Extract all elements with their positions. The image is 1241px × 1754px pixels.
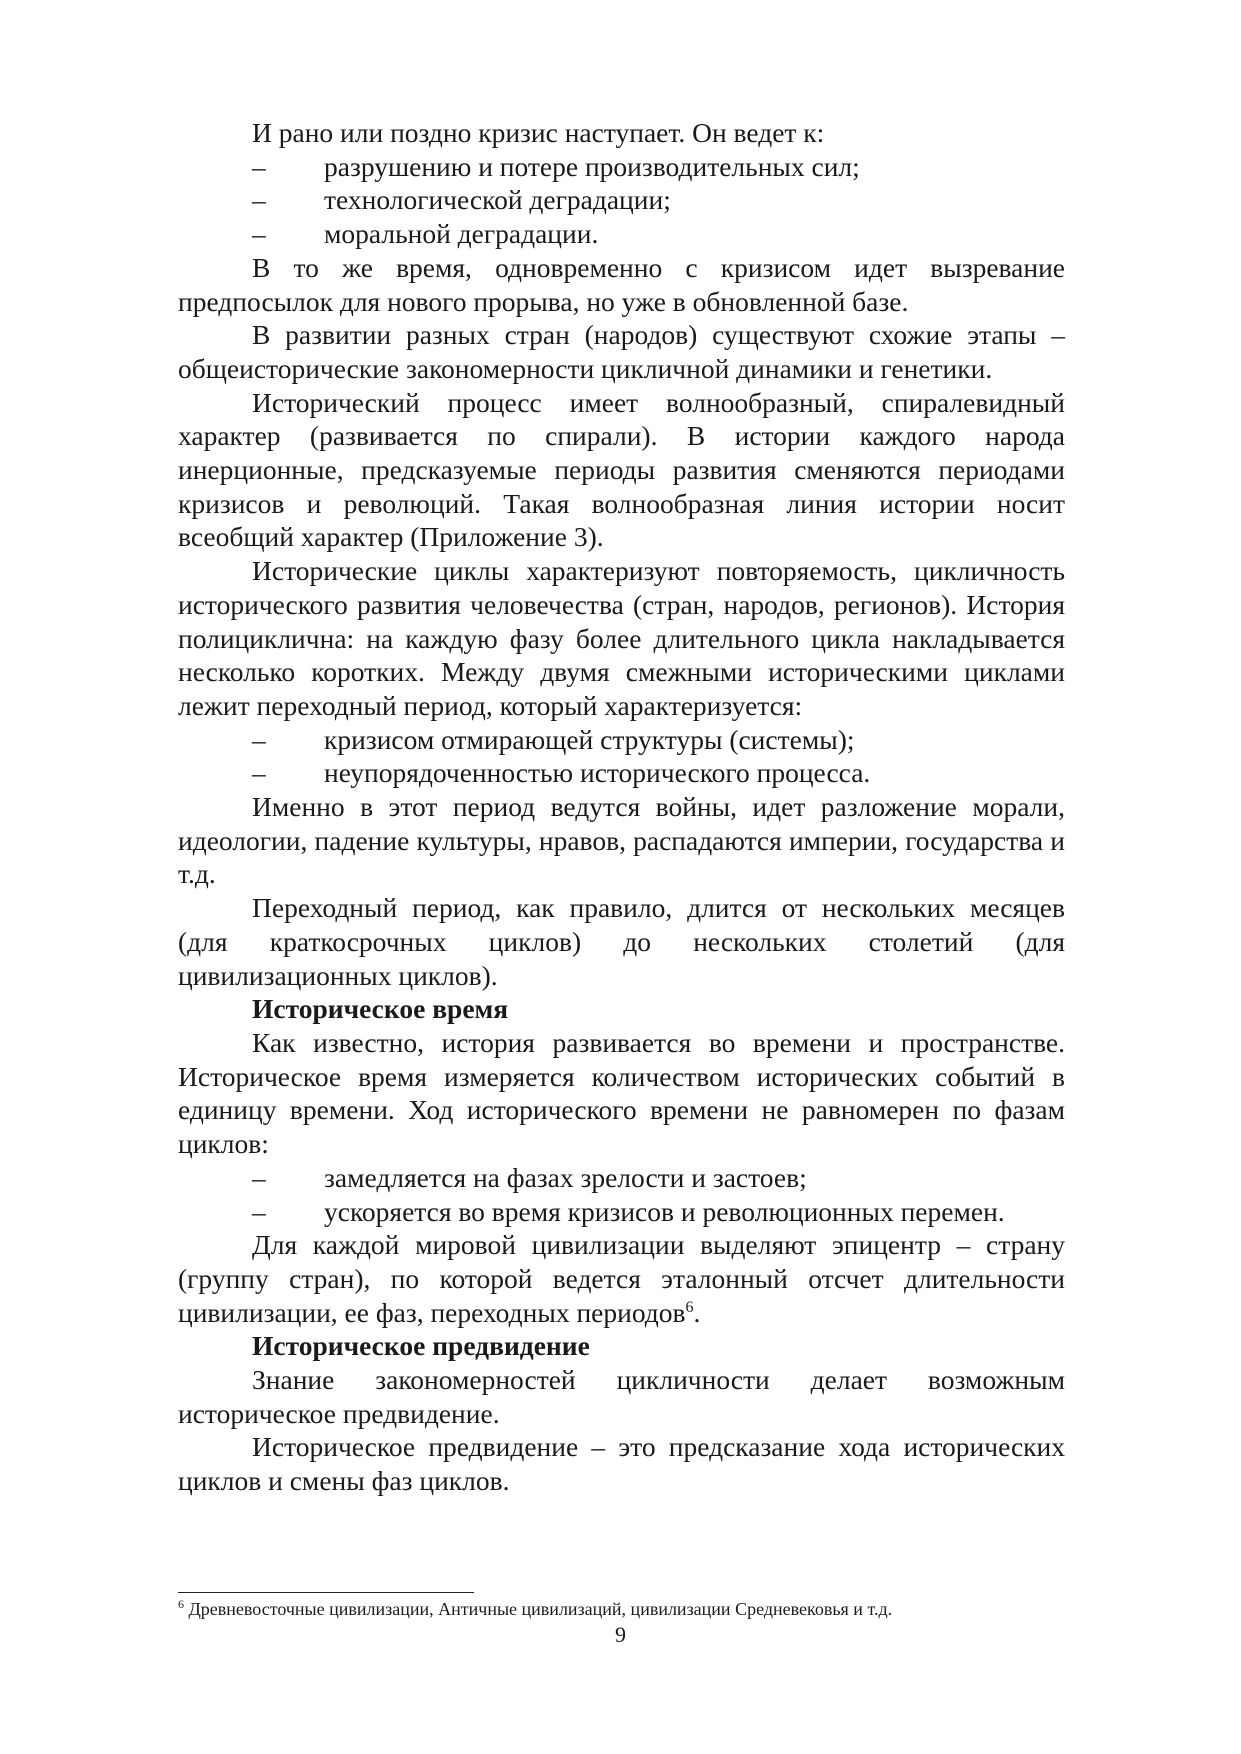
paragraph-epicenter: Для каждой мировой цивилизации выделяют эпицентр – страну (группу стран), по которой ведется эталонный отсчет длительности цивилизации, ее фаз, переходных периодов$^6$. xyxy=(178,1229,1065,1328)
footnote xyxy=(178,1598,1078,1620)
footnote-ref[interactable]: 6 xyxy=(685,1298,694,1316)
list-item: – замедляется на фазах зрелости и застоев; xyxy=(252,1161,807,1193)
paragraph-process: Исторический процесс имеет волнообразный, спиралевидный характер (развивается по спирали). В истории каждого народа инерционные, предсказуемые периоды развития сменяются периодами кризисов и революций. Такая волнообразная линия истории носит всеобщий характер (Приложение 3). xyxy=(178,386,1065,553)
heading-historical-foresight: Историческое предвидение xyxy=(252,1330,590,1362)
list-item: – неупорядоченностью исторического процесса. xyxy=(252,757,871,789)
footnote-divider xyxy=(178,1592,474,1593)
footnote-number: 6 xyxy=(178,1597,184,1611)
paragraph-foresight: Историческое предвидение – это предсказание хода исторических циклов и смены фаз циклов. xyxy=(178,1431,1065,1497)
heading-historical-time: Историческое время xyxy=(252,993,509,1025)
paragraph-transition: Переходный период, как правило, длится от нескольких месяцев (для краткосрочных циклов) до нескольких столетий (для цивилизационных циклов). xyxy=(178,892,1065,991)
dash-marker: – xyxy=(252,723,266,755)
dash-marker: – xyxy=(252,757,266,789)
paragraph-cycles: Исторические циклы характеризуют повторяемость, цикличность исторического развития человечества (стран, народов, регионов). История полициклична: на каждую фазу более длительного цикла накладывается несколько коротких. Между двумя смежными историческими циклами лежит переходный период, который характеризуется: xyxy=(178,555,1065,721)
body-text xyxy=(178,116,1065,1498)
paragraph-same-time: В то же время, одновременно с кризисом идет вызревание предпосылок для нового прорыва, но уже в обновленной базе. xyxy=(178,251,1065,317)
list-item: – разрушению и потере производительных сил; xyxy=(252,150,860,182)
list-item: – ускоряется во время кризисов и революционных перемен. xyxy=(252,1195,1005,1227)
list-item: – технологической деградации; xyxy=(252,184,671,216)
list-item: – кризисом отмирающей структуры (системы); xyxy=(252,723,855,755)
paragraph-intro: И рано или поздно кризис наступает. Он ведет к: xyxy=(252,117,825,148)
paragraph-development: В развитии разных стран (народов) существуют схожие этапы – общеисторические закономерности цикличной динамики и генетики. xyxy=(178,319,1065,384)
page-number: 9 xyxy=(615,1622,626,1647)
dash-marker: – xyxy=(252,1195,266,1227)
dash-marker: – xyxy=(252,218,266,250)
paragraph-knowledge: Знание закономерностей цикличности делает возможным историческое предвидение. xyxy=(178,1364,1065,1429)
dash-marker: – xyxy=(252,184,266,216)
paragraph-wars: Именно в этот период ведутся войны, идет разложение морали, идеологии, падение культуры, нравов, распадаются империи, государства и т.д. xyxy=(178,791,1065,890)
paragraph-time: Как известно, история развивается во времени и пространстве. Историческое время измеряется количеством исторических событий в единицу времени. Ход исторического времени не равномерен по фазам циклов: xyxy=(178,1026,1065,1160)
dash-marker: – xyxy=(252,150,266,182)
list-item: – моральной деградации. xyxy=(252,218,599,250)
dash-marker: – xyxy=(252,1161,266,1193)
footnote-text: Древневосточные цивилизации, Античные цивилизаций, цивилизации Средневековья и т.д. xyxy=(184,1599,893,1619)
